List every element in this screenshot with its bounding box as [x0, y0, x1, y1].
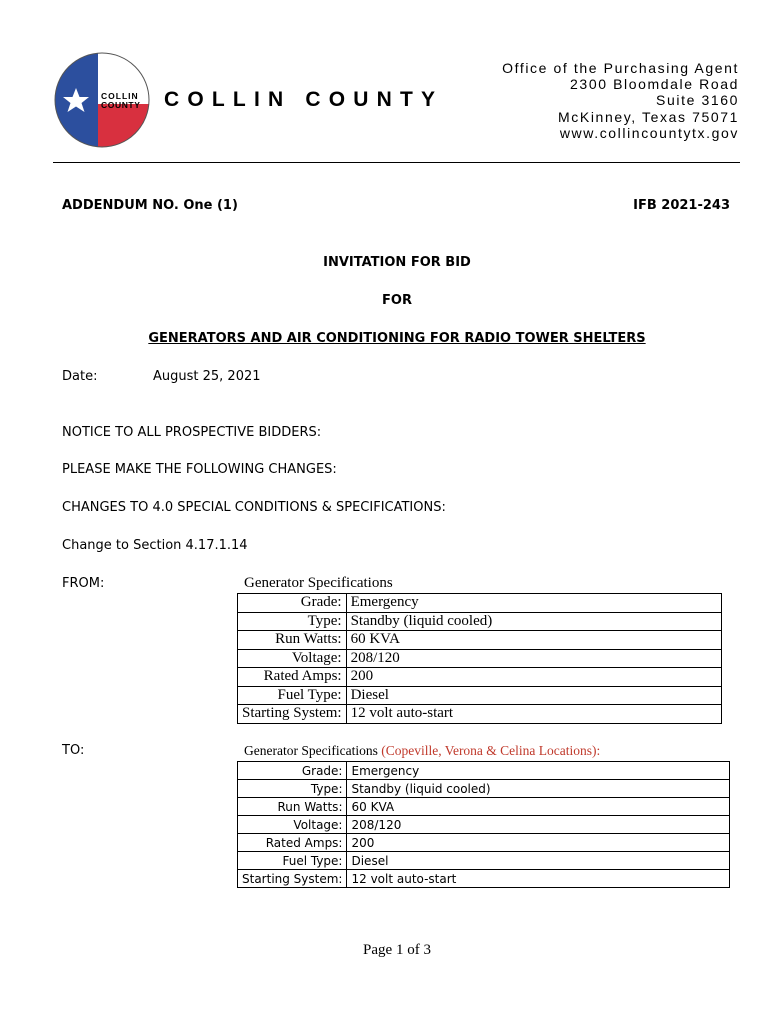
- spec-value: 60 KVA: [346, 631, 721, 650]
- svg-text:COUNTY: COUNTY: [101, 100, 141, 110]
- table-row: [238, 852, 730, 870]
- spec-value: Diesel: [346, 686, 721, 705]
- table-row: [238, 798, 730, 816]
- office-address: [502, 60, 739, 141]
- spec-value: Standby (liquid cooled): [346, 612, 721, 631]
- spec-value: 208/120: [346, 649, 721, 668]
- table-row: [238, 686, 722, 705]
- table-row: [238, 816, 730, 834]
- to-table-title: [244, 743, 600, 759]
- spec-key: Grade:: [238, 594, 347, 613]
- spec-value: Emergency: [346, 594, 721, 613]
- from-spec-table: [237, 593, 722, 724]
- header-divider: [53, 162, 740, 163]
- spec-value: Diesel: [347, 852, 730, 870]
- table-row: [238, 631, 722, 650]
- change-section: Change to Section 4.17.1.14: [62, 538, 248, 553]
- ifb-number: IFB 2021-243: [633, 198, 730, 213]
- date-label: Date:: [62, 369, 98, 384]
- spec-key: Fuel Type:: [238, 686, 347, 705]
- changes-instruction: PLEASE MAKE THE FOLLOWING CHANGES:: [62, 462, 337, 477]
- addendum-number: ADDENDUM NO. One (1): [62, 198, 238, 213]
- spec-value: 60 KVA: [347, 798, 730, 816]
- to-title-text: Generator Specifications: [244, 743, 378, 758]
- table-row: [238, 870, 730, 888]
- table-row: [238, 649, 722, 668]
- table-row: [238, 834, 730, 852]
- spec-key: Type:: [238, 780, 347, 798]
- doc-title: INVITATION FOR BID: [323, 255, 471, 270]
- from-label: FROM:: [62, 576, 105, 591]
- to-label: TO:: [62, 743, 85, 758]
- office-line: Suite 3160: [656, 92, 739, 109]
- spec-value: Standby (liquid cooled): [347, 780, 730, 798]
- spec-value: 200: [346, 668, 721, 687]
- table-row: [238, 612, 722, 631]
- office-line: Office of the Purchasing Agent: [502, 60, 739, 76]
- changes-heading: CHANGES TO 4.0 SPECIAL CONDITIONS & SPECIFICATIONS:: [62, 500, 446, 515]
- spec-key: Rated Amps:: [238, 834, 347, 852]
- notice-text: NOTICE TO ALL PROSPECTIVE BIDDERS:: [62, 425, 322, 440]
- collin-county-logo: [54, 52, 150, 148]
- spec-key: Starting System:: [238, 870, 347, 888]
- spec-key: Voltage:: [238, 649, 347, 668]
- spec-key: Run Watts:: [238, 631, 347, 650]
- spec-key: Grade:: [238, 762, 347, 780]
- spec-value: 12 volt auto-start: [346, 705, 721, 724]
- svg-text:COLLIN: COLLIN: [101, 91, 139, 101]
- page-number: Page 1 of 3: [363, 942, 431, 958]
- table-row: [238, 762, 730, 780]
- office-line: McKinney, Texas 75071: [558, 108, 739, 125]
- spec-key: Fuel Type:: [238, 852, 347, 870]
- brand-name: COLLIN COUNTY: [164, 88, 444, 111]
- table-row: [238, 705, 722, 724]
- office-line: www.collincountytx.gov: [559, 124, 739, 141]
- from-table-title: Generator Specifications: [244, 575, 393, 591]
- spec-key: Run Watts:: [238, 798, 347, 816]
- spec-value: 200: [347, 834, 730, 852]
- to-spec-table: [237, 761, 730, 888]
- doc-title-for: FOR: [382, 293, 412, 308]
- spec-key: Voltage:: [238, 816, 347, 834]
- doc-subject: GENERATORS AND AIR CONDITIONING FOR RADIO TOWER SHELTERS: [148, 331, 646, 346]
- office-line: 2300 Bloomdale Road: [570, 76, 739, 93]
- spec-value: Emergency: [347, 762, 730, 780]
- table-row: [238, 780, 730, 798]
- spec-value: 12 volt auto-start: [347, 870, 730, 888]
- spec-value: 208/120: [347, 816, 730, 834]
- table-row: [238, 668, 722, 687]
- spec-key: Rated Amps:: [238, 668, 347, 687]
- spec-key: Starting System:: [238, 705, 347, 724]
- spec-key: Type:: [238, 612, 347, 631]
- date-value: August 25, 2021: [153, 369, 261, 384]
- to-title-locations: (Copeville, Verona & Celina Locations):: [381, 743, 601, 758]
- table-row: [238, 594, 722, 613]
